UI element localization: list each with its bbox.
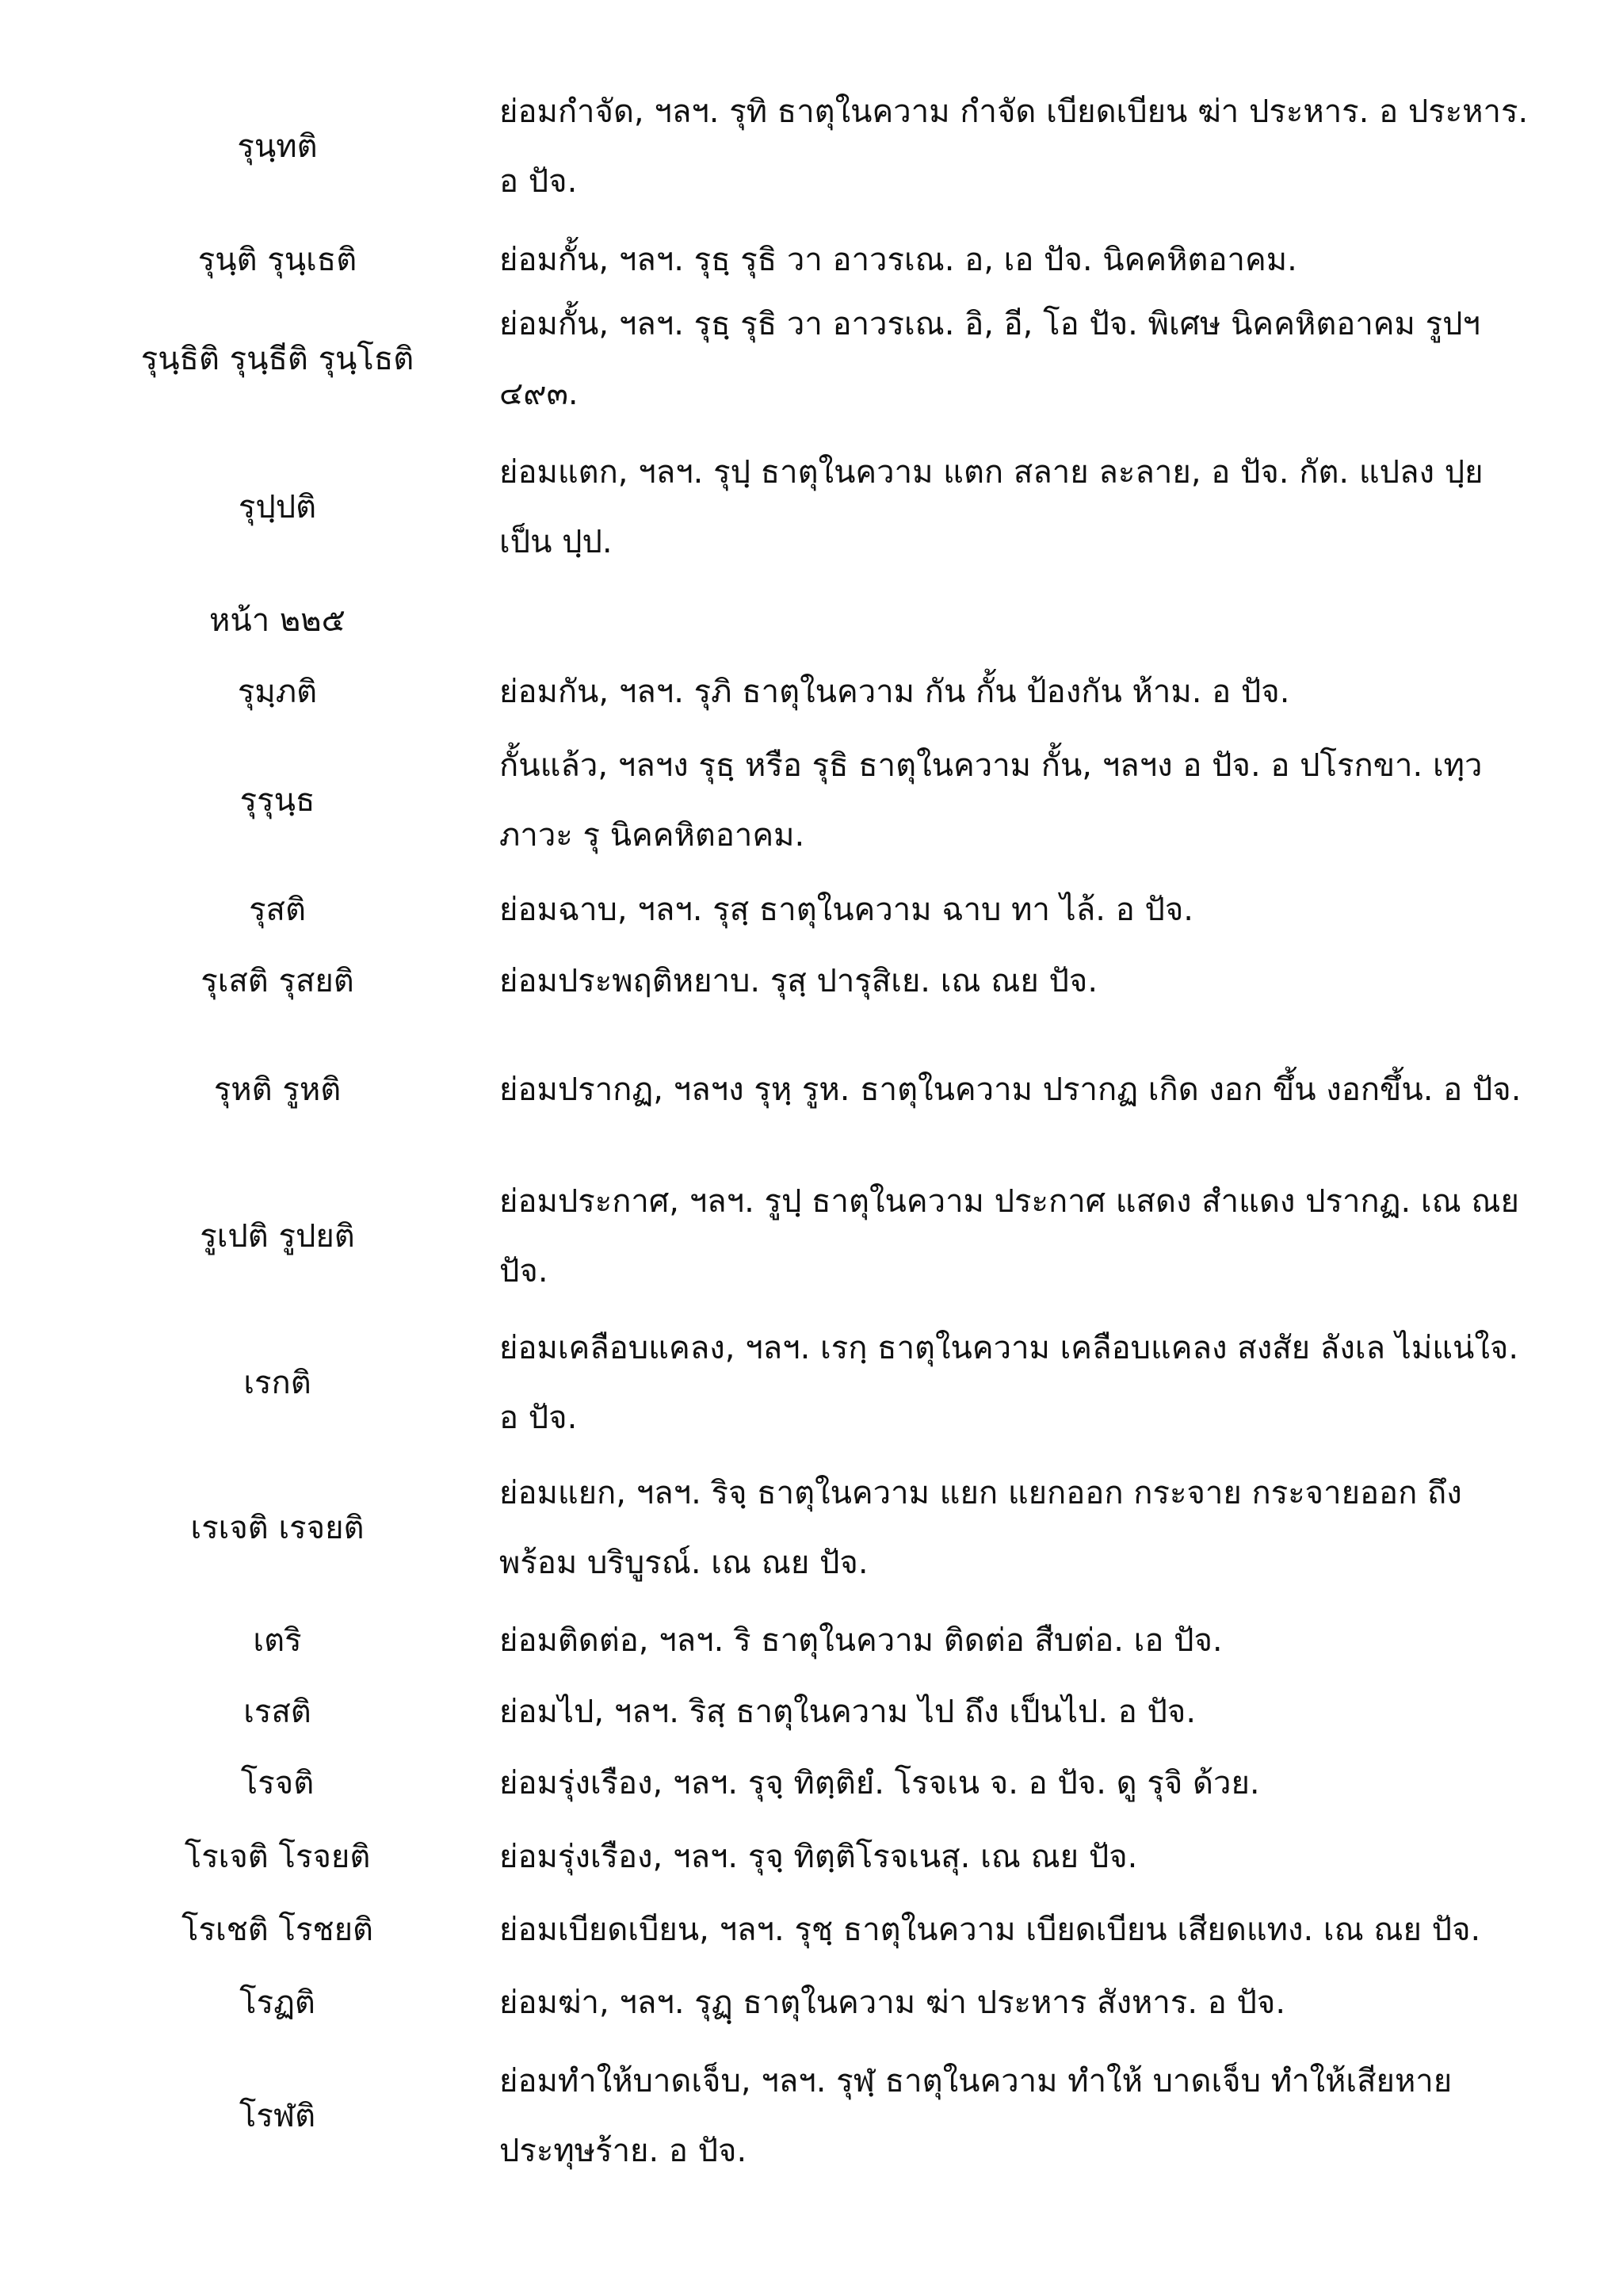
- entry-definition: [499, 1606, 1593, 1675]
- entry-definition: [499, 1822, 1593, 1892]
- entry-term: เรกติ: [243, 1365, 311, 1401]
- entry-term: โรฏติ: [239, 1985, 315, 2021]
- definition-line: ประทุษร้าย. อ ปัจ.: [499, 2133, 747, 2169]
- definition-line: ย่อมติดต่อ, ฯลฯ. ริ ธาตุในความ ติดต่อ สืบต่อ. เอ ปัจ.: [499, 1622, 1223, 1659]
- definition-line: ย่อมกำจัด, ฯลฯ. รุทิ ธาตุในความ กำจัด เบียดเบียน ฆ่า ประหาร. อ ประหาร.: [499, 94, 1529, 130]
- definition-line: ย่อมเบียดเบียน, ฯลฯ. รุชฺ ธาตุในความ เบียดเบียน เสียดแทง. เณ ณย ปัจ.: [499, 1912, 1481, 1948]
- definition-line: ย่อมรุ่งเรือง, ฯลฯ. รุจฺ ทิตฺติยํ. โรจเน จ. อ ปัจ. ดู รุจิ ด้วย.: [499, 1765, 1260, 1801]
- entry-definition: [499, 2046, 1593, 2186]
- entry-term: รุนฺทติ: [237, 128, 318, 165]
- entry-term: รุมฺภติ: [237, 674, 318, 710]
- definition-line: ย่อมแยก, ฯลฯ. ริจฺ ธาตุในความ แยก แยกออก กระจาย กระจายออก ถึง: [499, 1475, 1462, 1511]
- entry-definition: [499, 225, 1593, 295]
- entry-definition: [499, 657, 1593, 727]
- entry-term: รุเสติ รุสยติ: [200, 963, 354, 999]
- entry-definition: [499, 875, 1593, 945]
- definition-line: อ ปัจ.: [499, 1400, 578, 1436]
- definition-line: ย่อมกั้น, ฯลฯ. รุธฺ รุธิ วา อาวรเณ. อ, เอ ปัจ. นิคคหิตอาคม.: [499, 242, 1297, 278]
- definition-line: ย่อมกั้น, ฯลฯ. รุธฺ รุธิ วา อาวรเณ. อิ, อี, โอ ปัจ. พิเศษ นิคคหิตอาคม รูปฯ: [499, 306, 1480, 342]
- definition-line: ย่อมประพฤติหยาบ. รุสฺ ปารุสิเย. เณ ณย ปัจ.: [499, 963, 1098, 999]
- entry-term: รุนฺธิติ รุนฺธีติ รุนฺโธติ: [140, 341, 414, 377]
- entry-term: รุหติ รูหติ: [213, 1072, 342, 1108]
- entry-definition: [499, 1968, 1593, 2038]
- definition-line: พร้อม บริบูรณ์. เณ ณย ปัจ.: [499, 1545, 869, 1581]
- definition-line: ย่อมฆ่า, ฯลฯ. รุฏฺ ธาตุในความ ฆ่า ประหาร สังหาร. อ ปัจ.: [499, 1985, 1286, 2021]
- definition-line: ย่อมกัน, ฯลฯ. รุภิ ธาตุในความ กัน กั้น ป้องกัน ห้าม. อ ปัจ.: [499, 674, 1290, 710]
- entry-definition: [499, 1313, 1593, 1453]
- definition-line: อ ปัจ.: [499, 163, 578, 200]
- entry-definition: [499, 437, 1593, 577]
- entry-term: รุปฺปติ: [238, 489, 317, 525]
- entry-term: รูเปติ รูปยติ: [200, 1218, 355, 1255]
- entry-term: โรเจติ โรจยติ: [184, 1839, 371, 1875]
- definition-line: เป็น ปฺป.: [499, 524, 613, 560]
- entry-term: เรเจติ เรจยติ: [190, 1510, 365, 1546]
- entry-definition: [499, 77, 1593, 216]
- entry-term: โรฬติ: [239, 2098, 316, 2134]
- entry-term: รุสติ: [249, 892, 306, 928]
- definition-line: ปัจ.: [499, 1253, 548, 1289]
- definition-line: ย่อมเคลือบแคลง, ฯลฯ. เรกฺ ธาตุในความ เคลือบแคลง สงสัย ลังเล ไม่แน่ใจ.: [499, 1330, 1519, 1366]
- entry-definition: [499, 289, 1593, 429]
- entry-definition: [499, 1748, 1593, 1818]
- entry-term: รุนฺติ รุนฺเธติ: [197, 242, 357, 278]
- entry-term: เตริ: [253, 1622, 302, 1659]
- entry-definition: [499, 1167, 1593, 1306]
- definition-line: ย่อมไป, ฯลฯ. ริสฺ ธาตุในความ ไป ถึง เป็นไป. อ ปัจ.: [499, 1694, 1197, 1730]
- definition-line: ภาวะ รุ นิคคหิตอาคม.: [499, 817, 805, 854]
- entry-definition: [499, 1895, 1593, 1965]
- entry-term: โรจติ: [240, 1765, 315, 1801]
- entry-definition: [499, 1677, 1593, 1747]
- page-number-marker: หน้า ๒๒๕: [209, 602, 346, 639]
- entry-term: เรสติ: [243, 1694, 311, 1730]
- entry-definition: [499, 1055, 1593, 1125]
- entry-definition: [499, 731, 1593, 870]
- definition-line: ย่อมรุ่งเรือง, ฯลฯ. รุจฺ ทิตฺติโรจเนสุ. เณ ณย ปัจ.: [499, 1839, 1138, 1875]
- entry-term: โรเชติ โรชยติ: [181, 1912, 373, 1948]
- definition-line: ย่อมฉาบ, ฯลฯ. รุสฺ ธาตุในความ ฉาบ ทา ไล้. อ ปัจ.: [499, 892, 1194, 928]
- entry-definition: [499, 1458, 1593, 1598]
- entry-definition: [499, 946, 1593, 1016]
- definition-line: ย่อมแตก, ฯลฯ. รุปฺ ธาตุในความ แตก สลาย ละลาย, อ ปัจ. กัต. แปลง ปฺย: [499, 454, 1484, 491]
- definition-line: กั้นแล้ว, ฯลฯง รุธฺ หรือ รุธิ ธาตุในความ กั้น, ฯลฯง อ ปัจ. อ ปโรกขา. เทฺว: [499, 747, 1483, 784]
- definition-line: ย่อมปรากฏ, ฯลฯง รุหฺ รูห. ธาตุในความ ปรากฏ เกิด งอก ขึ้น งอกขึ้น. อ ปัจ.: [499, 1072, 1522, 1108]
- definition-line: ๔๙๓.: [499, 376, 579, 412]
- definition-line: ย่อมทำให้บาดเจ็บ, ฯลฯ. รุฬฺ ธาตุในความ ทำให้ บาดเจ็บ ทำให้เสียหาย: [499, 2063, 1453, 2099]
- definition-line: ย่อมประกาศ, ฯลฯ. รูปฺ ธาตุในความ ประกาศ แสดง สำแดง ปรากฏ. เณ ณย: [499, 1183, 1519, 1220]
- entry-term: รุรุนฺธ: [239, 782, 315, 819]
